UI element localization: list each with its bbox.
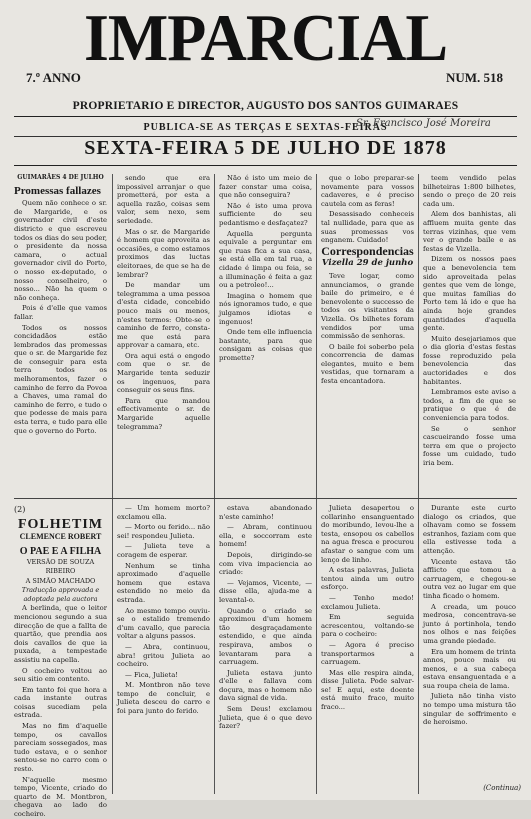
paragraph: Julieta estava junto d'elle e fallava com doçura, mas o homem não dava signal de vida.	[219, 668, 312, 703]
paragraph: Sem Deus! exclamou Julieta, que é o que devo fazer?	[219, 705, 312, 731]
section-title: Correspondencias	[321, 243, 414, 258]
folhetim-column-5	[423, 504, 516, 794]
paragraph: A creada, um pouco medrosa, concentrava-se junto á portinhola, tendo nos olhos e nas feições uma grande piedade.	[423, 602, 516, 645]
folhetim-author: CLEMENCE ROBERT	[19, 532, 102, 542]
paragraph: Alem dos banhistas, ali affluem muita gente das terras vizinhas, que vem ver o grande baile e as festas de Vizella.	[423, 210, 516, 253]
column-3	[219, 174, 312, 494]
folhetim-column-3	[219, 504, 312, 794]
columns-area	[14, 174, 517, 818]
column-1	[14, 174, 107, 494]
paragraph: Muito desejariamos que o dia gloria d'estas festas fosse reproduzido pela benevolencia das auctoridades e dos habitantes.	[423, 334, 516, 386]
paragraph: Para que mandou effectivamente o sr. de Margaride aquelle telegramma?	[117, 396, 210, 431]
handwritten-signature: Sr. Francisco José Moreira	[356, 118, 491, 129]
masthead-rule	[14, 116, 517, 117]
paragraph: Aquella pergunta equivale a perguntar em que ruas fica a sua casa, se está ella em tal rua, a cidade é limpa ou feia, se a illuminação é feita a gaz ou a petroleo!...	[219, 229, 312, 290]
folhetim-column-4	[321, 504, 414, 794]
folhetim-translation: VERSÃO DE SOUZA RIBEIRO	[26, 558, 95, 575]
folhetim-title: FOLHETIM	[17, 516, 103, 532]
column-divider	[418, 506, 419, 794]
paragraph: Julieta não tinha visto no tempo uma mistura tão singular de soffrimento e de heroismo.	[423, 692, 516, 727]
issue-date: SEXTA-FEIRA 5 DE JULHO DE 1878	[84, 137, 447, 159]
continua-label: (Continua)	[483, 784, 521, 792]
paragraph: Pois é d'elle que vamos fallar.	[14, 304, 107, 321]
column-divider	[112, 506, 113, 794]
paragraph: — Vejamos, Vicente, — disse ella, ajuda-me a levantal-o.	[219, 578, 312, 604]
paragraph: O baile foi soberbo pela concorrencia de damas elegantes, muito e bem vestidas, que tornaram a festa encantadora.	[321, 342, 414, 386]
paragraph: — Agora é preciso transportarmos a carruagem.	[321, 640, 414, 667]
folhetim-note: Traducção approvada e adoptada pela auctora	[21, 586, 100, 603]
paragraph: — Um homem morto? exclamou ella.	[117, 504, 210, 521]
paragraph: M. Montbron não teve tempo de concluir, e Julieta desceu do carro e foi para junto do ferido.	[117, 681, 210, 716]
paragraph: Mas elle respira ainda, disse Julieta. Pode salvar-se! E aqui, este doente está muito fraco, muito fraco...	[321, 668, 414, 712]
issue-number: NUM. 518	[445, 70, 503, 85]
paragraph: teem vendido pelas bilheteiras 1:800 bilhetes, sendo o preço de 20 reis cada um.	[423, 174, 516, 208]
paragraph: N'aquelle mesmo tempo, Vicente, criado do quarto de M. Montbron, chegava ao lado do cocheiro.	[14, 775, 107, 818]
date-rule-bottom	[14, 165, 517, 166]
newspaper-title: IMPARCIAL	[83, 0, 448, 75]
folhetim-column	[14, 504, 107, 818]
paragraph: Em seguida acrescentou, voltando-se para o cocheiro:	[321, 613, 414, 639]
column-divider	[214, 506, 215, 794]
paragraph: estava abandonado n'este caminho!	[219, 504, 312, 521]
year-label: 7.º ANNO	[26, 70, 81, 85]
paragraph: Nenhum se tinha aproximado d'aquelle homem que estava estendido no meio da estrada.	[117, 561, 210, 604]
proprietor-line: PROPRIETARIO E DIRECTOR, AUGUSTO DOS SANTOS GUIMARAES	[72, 100, 459, 112]
paragraph: Quando o criado se aproximou d'um homem tão desgraçadamente estendido, e que ainda respirava, ambos o levantaram para a carruagem.	[219, 606, 312, 667]
paragraph: Não é isto um meio de fazer constar uma coisa, que não conseguira?	[219, 174, 312, 200]
article-title: Promessas fallazes	[14, 184, 101, 197]
folhetim-number: (2)	[14, 505, 26, 514]
paragraph: — Abram, continuou ella, e soccorram este homem!	[219, 523, 312, 549]
paragraph: que o lobo preparar-se novamente para vossos cadaveres, e é preciso cautela com as feras!	[321, 174, 414, 208]
paragraph: Não é isto uma prova sufficiente do seu pedantismo e desfaçatez?	[219, 201, 312, 227]
paragraph: sendo que era impossivel arranjar o que prometterá, por esta a aquella razão, coisas sem valor, sem nexo, sem seriedade.	[117, 174, 210, 225]
paragraph: — Tenho medo! exclamou Julieta.	[321, 593, 414, 611]
paragraph: Ora aqui está o engodo com que o sr. de Margaride tenta seduzir os ingenuos, para conseguir os seus fins.	[117, 351, 210, 395]
dateline: GUIMARÃES 4 DE JULHO	[17, 174, 104, 181]
paragraph: Imagina o homem que nós ignoramos tudo, e que julgamos idiotas e ingenuos!	[219, 291, 312, 326]
paragraph: — Julieta teve a coragem de esperar.	[117, 542, 210, 559]
paragraph: Ao mesmo tempo ouviu-se o estalido tremendo d'um cavallo, que parecia voltar a alguns passos.	[117, 606, 210, 641]
paragraph: Mas no fim d'aquelle tempo, os cavallos pareciam sossegados, mas tudo estava, e o senhor sentou-se no carro com o resto.	[14, 722, 107, 774]
paragraph: Dizem os nossos paes que a benevolencia tem sido aproveitada pelas gentes que vem de longe, que muitas famílias do Porto tem lá ido e que ha ainda hoje grandes quantidades d'aquella gente.	[423, 255, 516, 333]
paragraph: — Abra, continuou, abra! gritou Julieta ao cocheiro.	[117, 642, 210, 669]
paragraph: Julieta desapertou o collarinho ensanguentado do moribundo, levou-lhe a testa, ensopou os cabellos na agua fresca e procurou afastar o sangue com um lenço de linho.	[321, 504, 414, 564]
paragraph: A berlinda, que o leitor mencionou segundo a sua direcção de que a fallta de quartão, que prendia aos dois cavallos de que ia puxada, a tempestade assistiu na capella.	[14, 604, 107, 664]
paragraph: Desassisado conheceis tal nullidade, para que as suas promessas vos enganem. Cuidado!	[321, 210, 414, 245]
column-divider	[316, 506, 317, 794]
paragraph: Mas o sr. de Margaride é homem que aproveita as occasiões, e como estamos proximos das luctas eleitoraes, de que se ha de lembrar?	[117, 227, 210, 279]
folhetim-work: O PAE E A FILHA	[19, 545, 102, 557]
paragraph: Era um homem de trinta annos, pouco mais ou menos, e a sua cabeça estava ensanguentada e a sua roupa cheia de lama.	[423, 647, 516, 690]
paragraph: Vicente estava tão afflicto que tomou a carruagem, e chegou-se outra vez ao lugar em que tinha ficado o homem.	[423, 557, 516, 600]
folhetim-column-2	[117, 504, 210, 794]
column-2	[117, 174, 210, 494]
paragraph: O cocheiro voltou ao seu sitio em contento.	[14, 666, 107, 684]
paragraph: Lembramos este aviso a todos, a fim de que se pratique o que é de conveniencia para todos.	[423, 388, 516, 423]
paragraph: Quem não conhece o sr. de Margaride, e os governador civil d'este districto e que escreveu todos os dias do seu poder, o presidente da nossa camara, o actual governador civil do Porto, o nosso ex-deputado, o nosso conselheiro, o nosso... Não ha quem o não conheça.	[14, 199, 108, 302]
column-4	[321, 174, 414, 494]
column-5	[423, 174, 516, 494]
publication-line: PUBLICA-SE AS TERÇAS E SEXTAS-FEIRAS	[143, 122, 388, 133]
paragraph: Durante este curto dialogo os criados, que olhavam como se fossem estranhos, faziam com que ella estivesse toda a attenção.	[423, 504, 516, 555]
paragraph: — Fica, Julieta!	[125, 670, 179, 679]
paragraph: Depois, dirigindo-se com viva impaciencia ao criado:	[219, 550, 312, 577]
paragraph: De mandar um telegramma a uma pessoa d'esta cidade, concebido pouco mais ou menos, n'estes termos: Obte-se o caminho de ferro, consta-me que está para approvar a camara, etc.	[117, 281, 210, 350]
paragraph: Todos os nossos concidadãos estão lembrados das promessas que o sr. de Margaride fez de conseguir para esta terra todos os melhoramentos, fazer o caminho de ferro da Povoa a Chaves, uma ramal do caminho de ferro, e tudo o que podesse de mais para esta terra, e tudo para elle que o governo do Porto.	[14, 323, 107, 435]
paragraph: — Morto ou ferido... não sei! respondeu Julieta.	[117, 523, 210, 540]
paragraph: Teve logar, como annunciamos, o grande baile do primeiro, e é benevolente o successo de todos os visitantes da Vizella. Os bilhetes foram vendidos por uma commissão de senhoras.	[321, 271, 414, 341]
masthead	[0, 0, 531, 118]
folhetim-separator	[14, 498, 517, 499]
paragraph: Se o senhor cascueirando fosse uma terra em que o projecto fosse um cuidado, tudo iria bem.	[423, 424, 516, 467]
paragraph: Onde tem elle influencia bastante, para que consigam as coisas que promette?	[219, 328, 312, 362]
paragraph: Em tanto foi que hora a cada instante outras coisas sucediam pela estrada.	[14, 685, 107, 720]
section-subtitle: Vizella 29 de junho	[321, 258, 414, 269]
paragraph: A estas palavras, Julieta tentou ainda um outro esforço.	[321, 566, 414, 592]
folhetim-publisher: A SIMÃO MACHADO	[25, 576, 96, 585]
